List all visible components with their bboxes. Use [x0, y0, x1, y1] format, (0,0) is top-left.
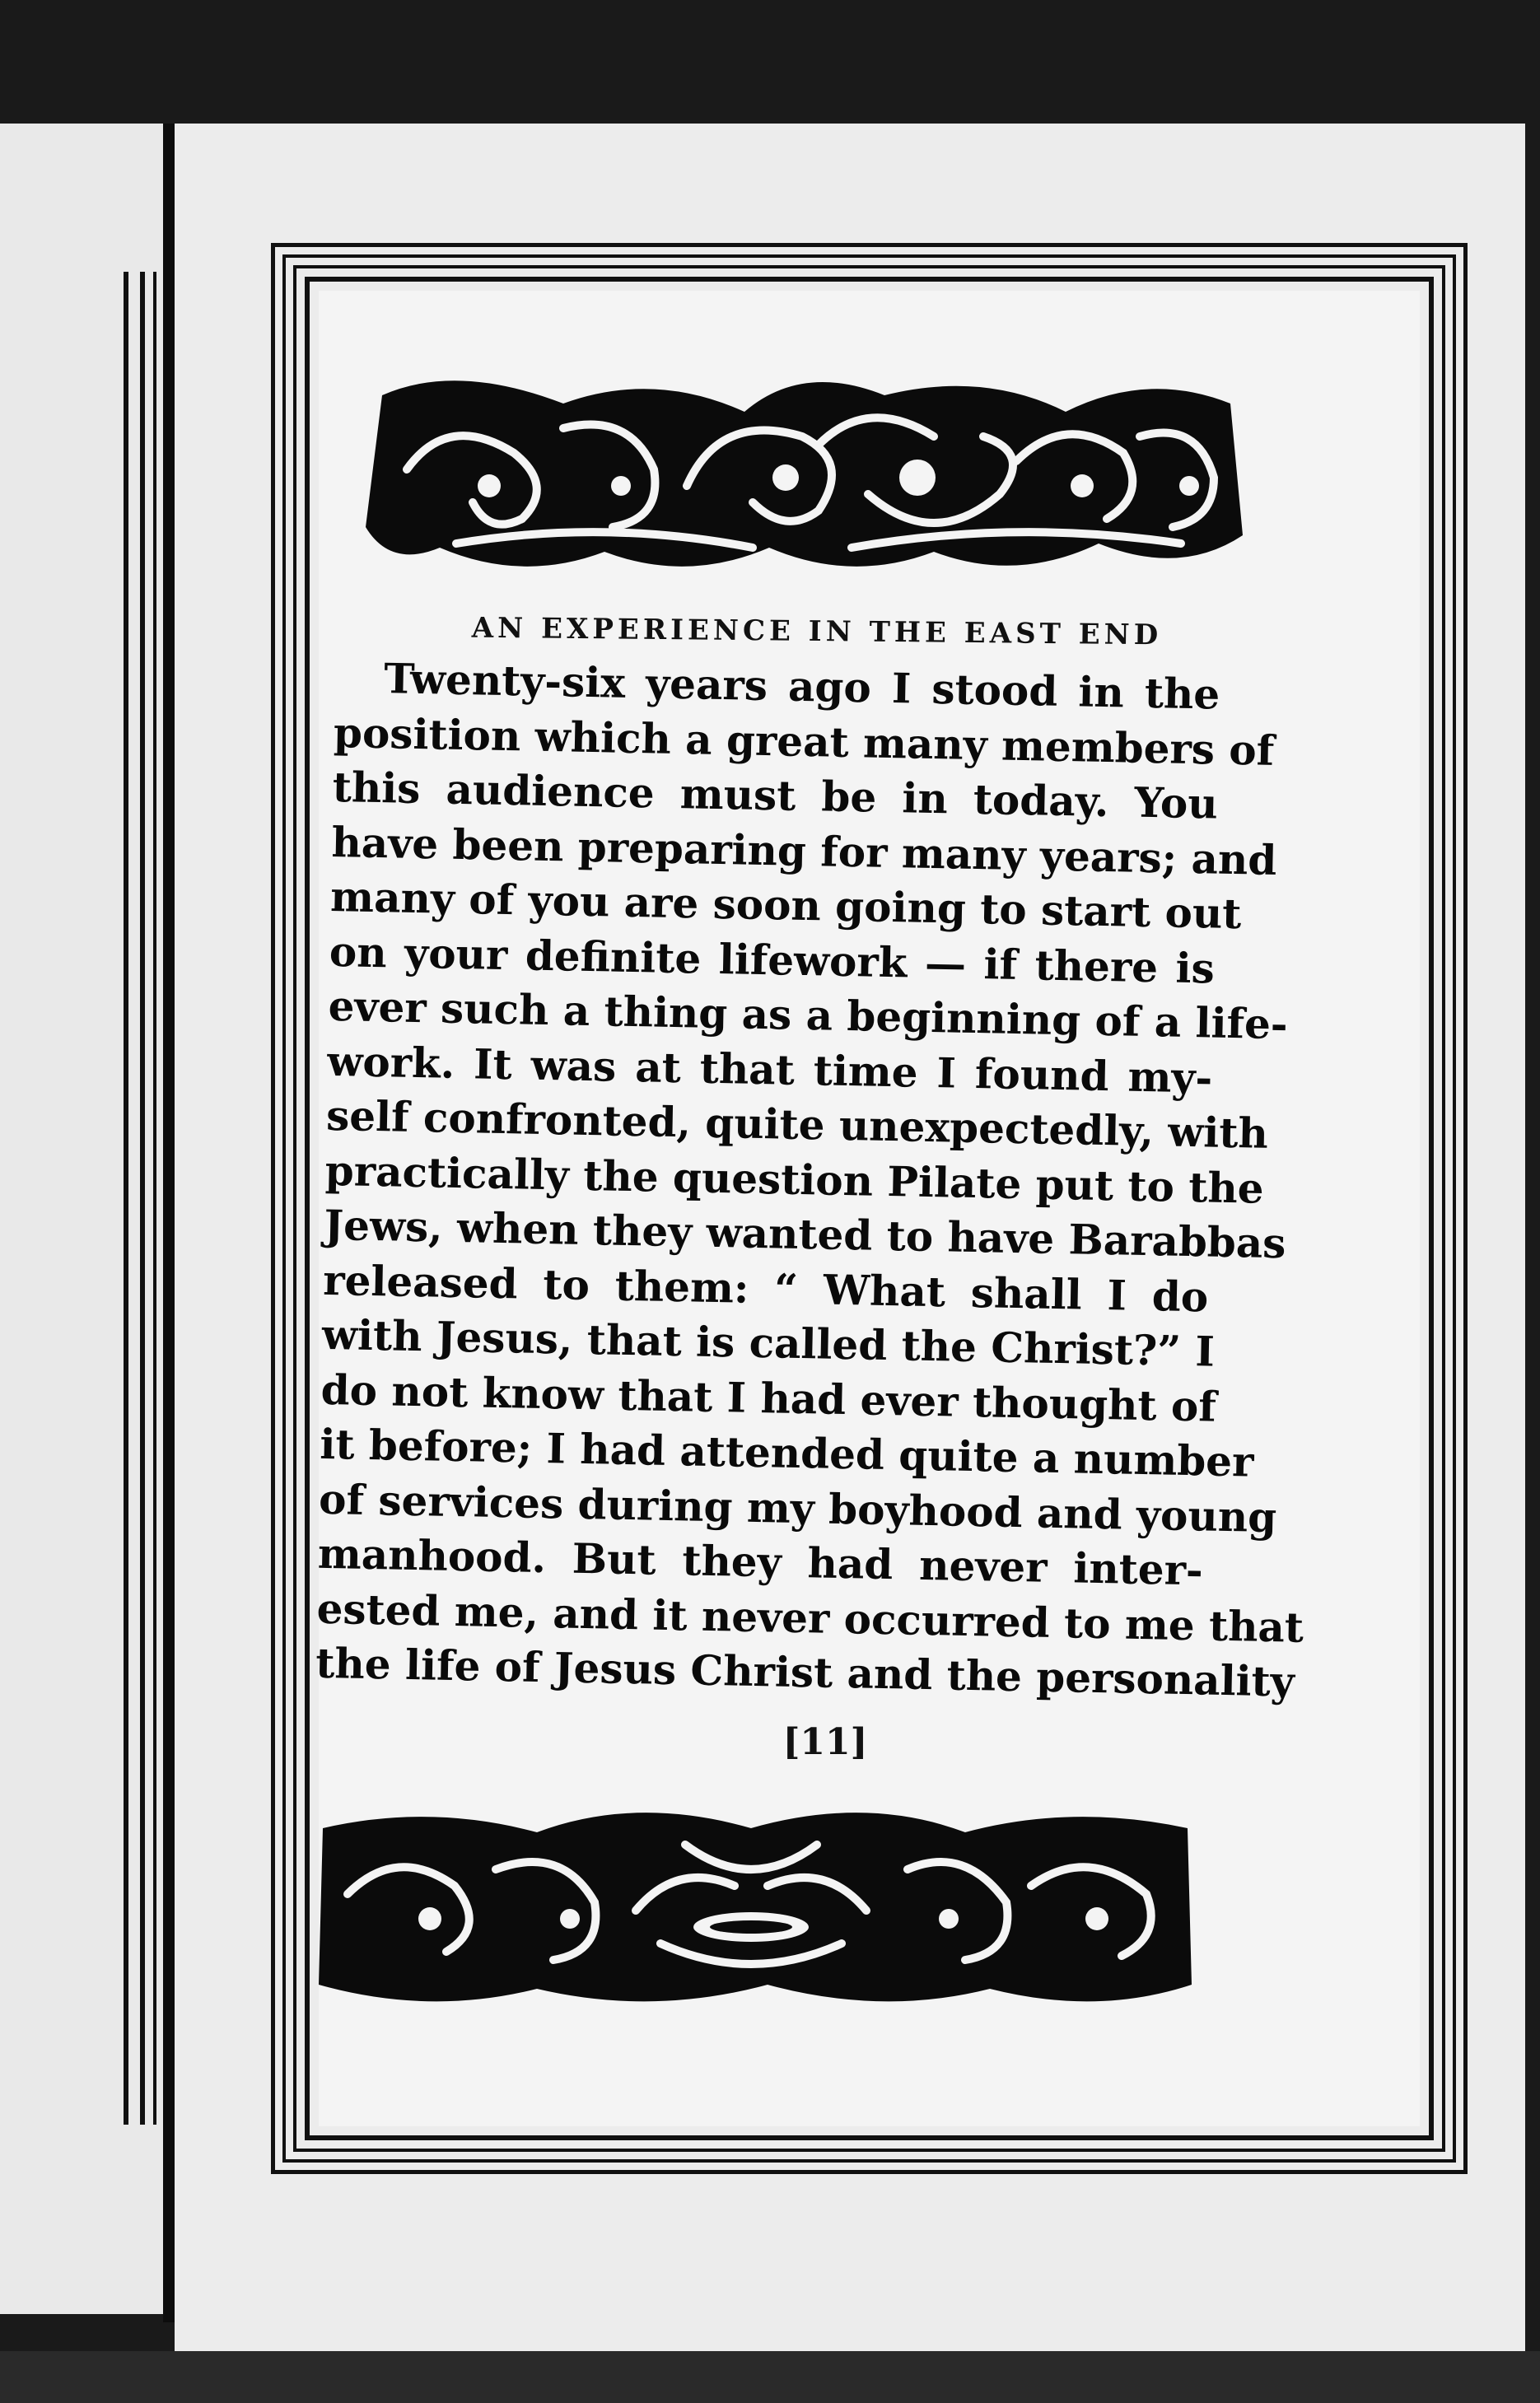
previous-page-border-rule	[140, 272, 145, 2125]
text-line: ested me, and it never occurred to me that	[316, 1584, 1304, 1652]
book-page	[175, 124, 1525, 2351]
text-line: released to them: “ What shall I do	[322, 1255, 1209, 1321]
book-gutter	[163, 124, 175, 2322]
bottom-scroll-ornament	[306, 1795, 1200, 2016]
previous-page-border-rule	[153, 272, 156, 2125]
text-line: work. It was at that time I found my-	[326, 1036, 1213, 1103]
text-line: do not know that I had ever thought of	[320, 1365, 1217, 1431]
previous-page-edge	[0, 124, 169, 2314]
text-line: the life of Jesus Christ and the personality	[315, 1638, 1295, 1706]
previous-page-border-rule	[124, 272, 128, 2125]
text-line: many of you are soon going to start out	[329, 871, 1242, 939]
text-line: with Jesus, that is called the Christ?” I	[321, 1309, 1216, 1376]
text-line: this audience must be in today. You	[332, 762, 1219, 828]
text-line: self confronted, quite unexpectedly, with	[325, 1090, 1269, 1158]
text-line: on your definite lifework — if there is	[329, 926, 1216, 993]
text-line: practically the question Pilate put to the	[324, 1146, 1265, 1213]
text-line: of services during my boyhood and young	[318, 1474, 1277, 1542]
page-number: [11]	[782, 1721, 868, 1763]
text-line: manhood. But they had never inter-	[317, 1528, 1204, 1595]
chapter-heading: AN EXPERIENCE IN THE EAST END	[471, 611, 1163, 652]
scan-bottom-edge	[0, 2351, 1540, 2403]
text-line: it before; I had attended quite a number	[319, 1419, 1254, 1486]
text-line: ever such a thing as a beginning of a life-	[328, 981, 1289, 1049]
text-line: Jews, when they wanted to have Barabbas	[324, 1200, 1286, 1268]
text-line: have been preparing for many years; and	[330, 817, 1277, 884]
top-scroll-ornament	[357, 362, 1251, 583]
text-line: Twenty-six years ago I stood in the	[383, 654, 1220, 719]
body-paragraph	[315, 651, 1304, 1708]
text-line: position which a great many members of	[333, 707, 1275, 775]
